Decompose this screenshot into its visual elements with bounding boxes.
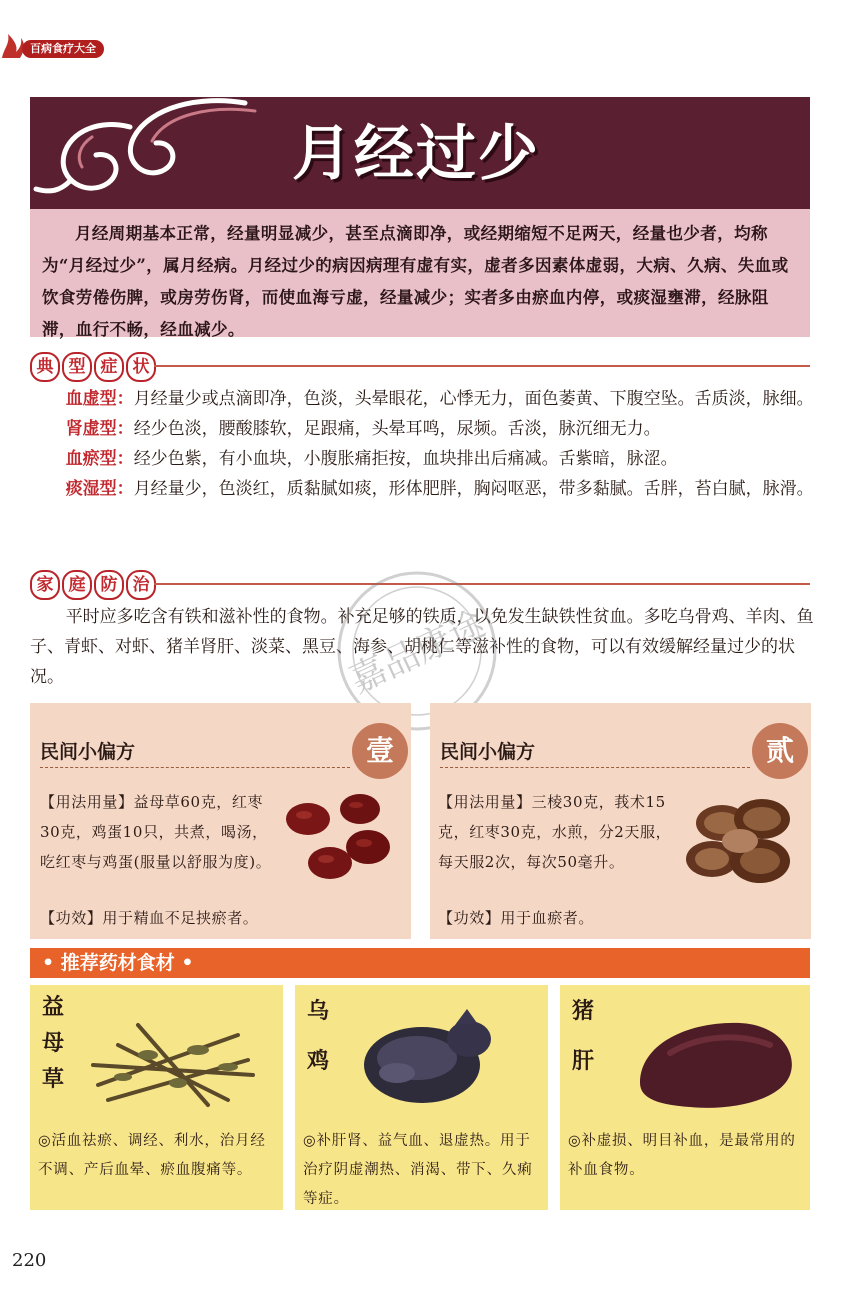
page-title: 月经过少 [292,119,540,189]
herb-name-char: 乌 [306,998,329,1024]
effect-text: 用于血瘀者。 [500,909,595,927]
symptom-text: 月经量少，色淡红，质黏腻如痰，形体肥胖，胸闷呕恶，带多黏腻。舌胖，苔白腻，脉滑。 [133,479,814,499]
symptom-item [30,474,815,504]
symptom-text: 经少色淡，腰酸膝软，足跟痛，头晕耳鸣，尿频。舌淡，脉沉细无力。 [133,419,661,439]
pork-liver-image [630,1013,800,1113]
prevention-paragraph: 平时应多吃含有铁和滋补性的食物。补充足够的铁质，以免发生缺铁性贫血。多吃乌骨鸡、羊肉、鱼子、青虾、对虾、猪羊肾肝、淡菜、黑豆、海参、胡桃仁等滋补性的食物，可以有效缓解经量过少的状况。 [30,607,814,687]
symptom-item [30,444,815,474]
heading-char: 防 [94,570,124,600]
herb-card [295,985,548,1210]
herb-name [303,993,333,1079]
usage-label: 【用法用量】 [438,793,532,811]
heading-char: 典 [30,352,60,382]
symptoms-heading [30,352,810,380]
red-dates-image [280,791,400,891]
remedy-rule [40,767,350,769]
remedy-title: 民间小偏方 [40,741,136,763]
symptom-label: 血瘀型： [65,449,134,469]
herb-name [38,989,68,1097]
herb-desc: ◎补肝肾、益气血、退虚热。用于治疗阴虚潮热、消渴、带下、久痢等症。 [303,1133,533,1207]
recommend-title: • 推荐药材食材 • [42,952,194,974]
header-book-title: 百病食疗大全 [22,40,104,58]
symptom-label: 血虚型： [65,389,134,409]
symptom-label: 肾虚型： [65,419,134,439]
effect-label: 【功效】 [438,909,501,927]
remedy-usage [40,787,278,877]
black-chicken-image [357,1003,507,1113]
herb-desc: ◎活血祛瘀、调经、利水，治月经不调、产后血晕、瘀血腹痛等。 [38,1133,266,1178]
remedy-rule [440,767,750,769]
symptom-text: 经少色紫，有小血块，小腹胀痛拒按，血块排出后痛减。舌紫暗，脉涩。 [133,449,678,469]
herb-desc: ◎补虚损、明目补血，是最常用的补血食物。 [568,1133,796,1178]
herb-name-char: 鸡 [306,1048,329,1074]
usage-text: 益母草60克，红枣30克，鸡蛋10只，共煮，喝汤，吃红枣与鸡蛋(服量以舒服为度)。 [40,793,272,871]
heading-char: 庭 [62,570,92,600]
herb-name-char: 猪 [571,998,594,1024]
heading-char: 症 [94,352,124,382]
heading-char: 家 [30,570,60,600]
heading-char: 型 [62,352,92,382]
herb-name [568,993,598,1079]
remedy-seal: 壹 [352,723,408,779]
remedy-seal: 贰 [752,723,808,779]
cloud-ornament-icon [30,97,290,209]
remedy-card [430,703,811,939]
usage-label: 【用法用量】 [40,793,134,811]
intro-paragraph: 月经周期基本正常，经量明显减少，甚至点滴即净，或经期缩短不足两天，经量也少者，均称为“月经过少”，属月经病。月经过少的病因病理有虚有实，虚者多因素体虚弱，大病、久病、失血或饮食劳倦伤脾，或房劳伤肾，而使血海亏虚，经量减少；实者多由瘀血内停，或痰湿壅滞，经脉阻滞，血行不畅，经血减少。 [42,224,789,339]
heading-char: 状 [126,352,156,382]
symptoms-list [30,384,815,504]
herb-card [30,985,283,1210]
motherwort-image [88,1005,258,1115]
remedy-effect [40,903,400,933]
herb-card [560,985,810,1210]
usage-text: 三棱30克，莪术15克，红枣30克，水煎，分2天服，每天服2次，每次50毫升。 [438,793,672,871]
herb-name-char: 肝 [571,1048,594,1074]
heading-rule [154,365,810,367]
herb-name-char: 母 [41,1030,64,1056]
symptom-label: 痰湿型： [65,479,134,499]
symptom-item [30,414,815,444]
remedy-effect [438,903,798,933]
page-number: 220 [12,1250,47,1271]
heading-char: 治 [126,570,156,600]
sanleng-slices-image [682,793,802,898]
remedy-card [30,703,411,939]
effect-text: 用于精血不足挟瘀者。 [102,909,259,927]
symptom-text: 月经量少或点滴即净，色淡，头晕眼花，心悸无力，面色萎黄、下腹空坠。舌质淡，脉细。 [133,389,814,409]
effect-label: 【功效】 [40,909,103,927]
watermark-text: 嘉品康途 [343,603,492,702]
herb-name-char: 益 [41,994,64,1020]
remedy-title: 民间小偏方 [440,741,536,763]
herb-name-char: 草 [41,1066,64,1092]
symptom-item [30,384,815,414]
remedy-usage [438,787,676,877]
